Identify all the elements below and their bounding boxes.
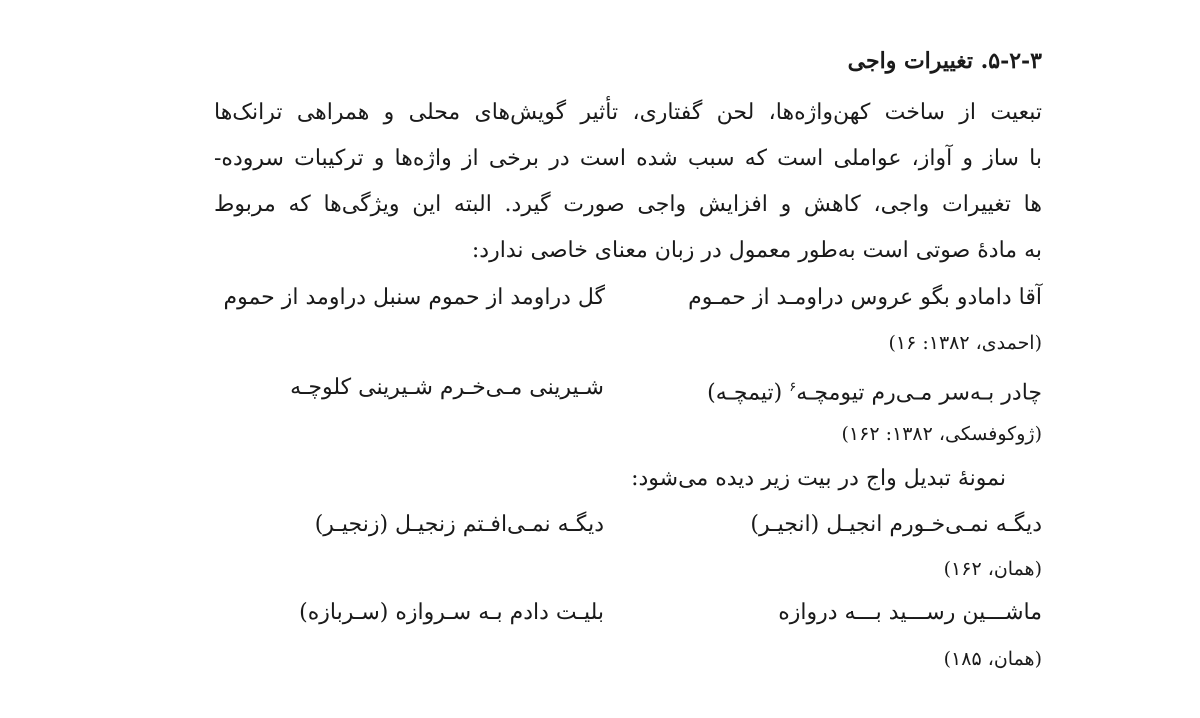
verse-1-citation: (احمدی، ۱۳۸۲: ۱۶) — [888, 332, 1042, 354]
example-1-citation: (همان، ۱۶۲) — [943, 558, 1042, 580]
verse-2-right-tail: (تیمچـه) — [707, 380, 790, 406]
verse-1-right-hemistich: گل دراومد از حموم سنبل دراومد از حموم — [223, 285, 605, 310]
paragraph-line-3: ها تغییرات واجی، کاهش و افزایش واجی صورت گیرد. البته این ویژگی‌ها که مربوط — [214, 192, 1042, 217]
verse-2-left-hemistich: شـیرینی مـی‌خـرم شـیرینی کلوچـه — [290, 375, 604, 400]
verse-1-left-hemistich: آقا دامادو بگو عروس دراومـد از حمـوم — [688, 285, 1042, 310]
paragraph-line-1: تبعیت از ساخت کهن‌واژه‌ها، لحن گفتاری، تأثیر گویش‌های محلی و همراهی ترانک‌ها — [214, 100, 1042, 125]
example-intro: نمونهٔ تبدیل واج در بیت زیر دیده می‌شود: — [631, 466, 1006, 491]
example-1-right-hemistich: دیگـه نمـی‌خـورم انجیـل (انجیـر) — [750, 512, 1042, 537]
footnote-marker: ۶ — [789, 380, 797, 395]
example-2-citation: (همان، ۱۸۵) — [943, 648, 1042, 670]
verse-2-right-hemistich — [707, 373, 1042, 408]
paragraph-line-4: به مادهٔ صوتی است به‌طور معمول در زبان معنای خاصی ندارد: — [471, 238, 1042, 263]
verse-2-right-text: چادر بـه‌سر مـی‌رم تیومچـه — [796, 380, 1042, 406]
example-2-right-hemistich: ماشـــین رســـید بـــه دروازه — [778, 600, 1042, 625]
example-1-left-hemistich: دیگـه نمـی‌افـتم زنجیـل (زنجیـر) — [314, 512, 604, 537]
section-heading: ۵-۲-۳. تغییرات واجی — [847, 48, 1042, 74]
verse-2-citation: (ژوکوفسکی، ۱۳۸۲: ۱۶۲) — [841, 423, 1042, 445]
example-2-left-hemistich: بلیـت دادم بـه سـروازه (سـربازه) — [299, 600, 604, 625]
paragraph-line-2: با ساز و آواز، عواملی است که سبب شده است در برخی از واژه‌ها و ترکیبات سروده- — [214, 146, 1042, 171]
